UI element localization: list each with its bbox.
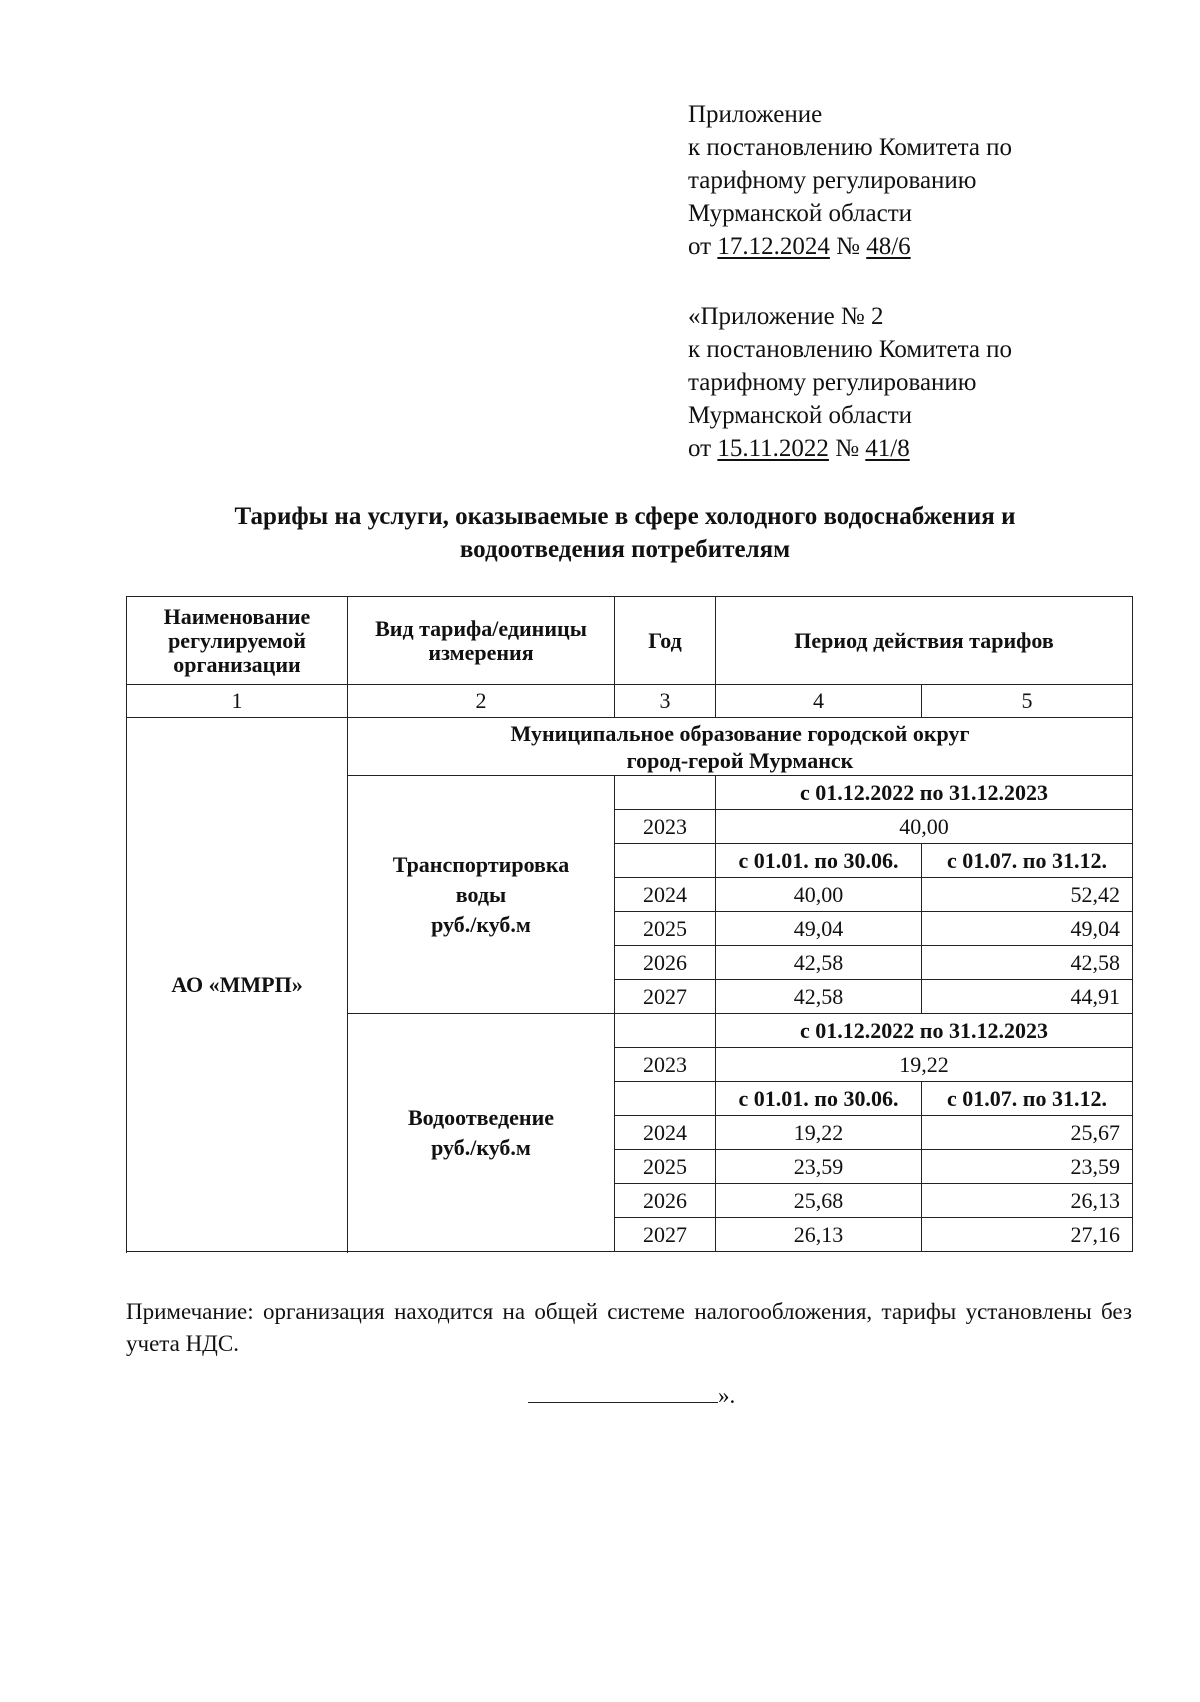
year-cell: 2024	[615, 878, 716, 912]
appendix-line: к постановлению Комитета по	[688, 134, 1013, 161]
appendix-number: 48/6	[866, 233, 911, 260]
year-cell: 2023	[615, 810, 716, 844]
value-half2: 26,13	[922, 1184, 1133, 1218]
appendix-line: Мурманской области	[688, 200, 913, 227]
header-period: Период действия тарифов	[716, 597, 1133, 685]
year-cell: 2027	[615, 1218, 716, 1252]
period-full: с 01.12.2022 по 31.12.2023	[716, 1014, 1133, 1048]
organization-name: АО «ММРП»	[127, 718, 348, 1252]
appendix-line: «Приложение № 2	[688, 303, 884, 330]
document-title: Тарифы на услуги, оказываемые в сфере холодного водоснабжения и водоотведения потребителям	[234, 503, 1016, 563]
value-half1: 42,58	[716, 946, 922, 980]
original-appendix-header	[688, 300, 1012, 465]
year-cell: 2026	[615, 946, 716, 980]
col-number: 5	[922, 685, 1133, 718]
header-tariff: Вид тарифа/единицы измерения	[348, 597, 615, 685]
value-half1: 42,58	[716, 980, 922, 1014]
header-year: Год	[615, 597, 716, 685]
col-number: 4	[716, 685, 922, 718]
value-half2: 23,59	[922, 1150, 1133, 1184]
value-half1: 19,22	[716, 1116, 922, 1150]
value-half1: 49,04	[716, 912, 922, 946]
tariff-type: Транспортировка воды руб./куб.м	[348, 776, 615, 1014]
value-half1: 40,00	[716, 878, 922, 912]
col-number: 1	[127, 685, 348, 718]
year-cell: 2025	[615, 912, 716, 946]
year-cell: 2024	[615, 1116, 716, 1150]
value-half1: 26,13	[716, 1218, 922, 1252]
value-half1: 25,68	[716, 1184, 922, 1218]
tariff-table	[126, 596, 1133, 1252]
year-cell: 2027	[615, 980, 716, 1014]
appendix-line: Приложение	[688, 101, 823, 128]
value-half2: 27,16	[922, 1218, 1133, 1252]
appendix-date: 15.11.2022	[717, 435, 829, 462]
col-number: 3	[615, 685, 716, 718]
period-half1: с 01.01. по 30.06.	[716, 1082, 922, 1116]
header-org: Наименование регулируемой организации	[127, 597, 348, 685]
period-half1: с 01.01. по 30.06.	[716, 844, 922, 878]
value-half2: 49,04	[922, 912, 1133, 946]
value-half2: 42,58	[922, 946, 1133, 980]
year-cell: 2023	[615, 1048, 716, 1082]
appendix-date-line: от 15.11.2022 № 41/8	[688, 435, 910, 462]
appendix-number: 41/8	[865, 435, 910, 462]
appendix-line: к постановлению Комитета по	[688, 336, 1013, 363]
period-half2: с 01.07. по 31.12.	[922, 1082, 1133, 1116]
note-text: Примечание: организация находится на общей системе налогообложения, тарифы установлены без учета НДС.	[126, 1299, 1132, 1356]
year-cell: 2025	[615, 1150, 716, 1184]
appendix-line: тарифному регулированию	[688, 167, 977, 194]
col-number: 2	[348, 685, 615, 718]
municipality-name: Муниципальное образование городской округ город-герой Мурманск	[348, 718, 1133, 776]
value-full: 40,00	[716, 810, 1133, 844]
table-header-row	[127, 597, 1133, 685]
appendix-date: 17.12.2024	[717, 233, 830, 260]
period-full: с 01.12.2022 по 31.12.2023	[716, 776, 1133, 810]
appendix-date-line: от 17.12.2024 № 48/6	[688, 233, 911, 260]
closing-line	[528, 1402, 718, 1403]
municipality-row	[127, 718, 1133, 776]
period-half2: с 01.07. по 31.12.	[922, 844, 1133, 878]
column-number-row	[127, 685, 1133, 718]
appendix-line: тарифному регулированию	[688, 369, 977, 396]
value-full: 19,22	[716, 1048, 1133, 1082]
tariff-type: Водоотведение руб./куб.м	[348, 1014, 615, 1252]
closing-mark: ».	[528, 1383, 735, 1409]
appendix-header	[688, 98, 1012, 263]
value-half2: 25,67	[922, 1116, 1133, 1150]
appendix-line: Мурманской области	[688, 402, 913, 429]
value-half2: 44,91	[922, 980, 1133, 1014]
value-half2: 52,42	[922, 878, 1133, 912]
year-cell: 2026	[615, 1184, 716, 1218]
value-half1: 23,59	[716, 1150, 922, 1184]
